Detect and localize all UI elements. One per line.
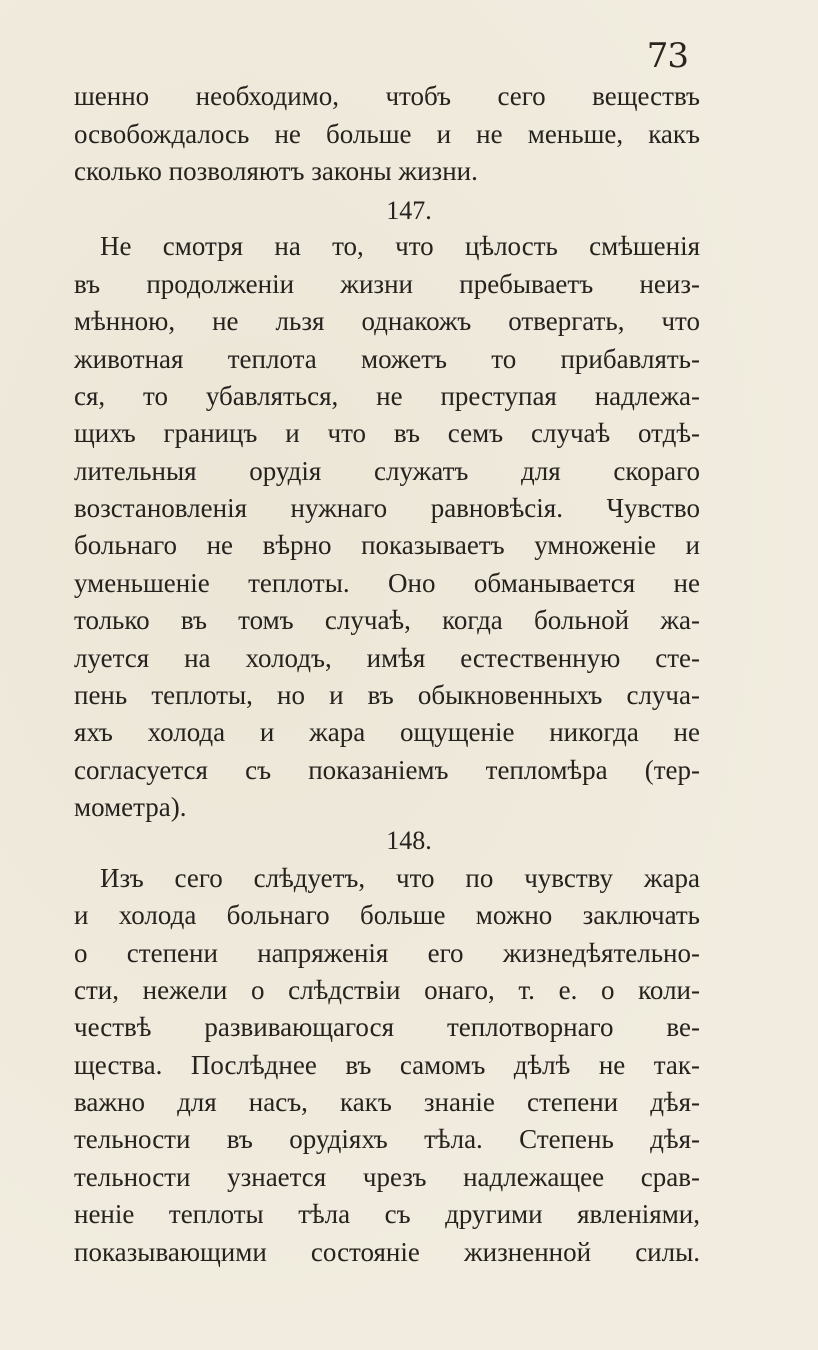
text-line: неніе теплоты тѣла съ другими явленіями, [74, 1199, 700, 1229]
text-line: показывающими состояніе жизненной силы. [74, 1237, 700, 1267]
text-line: уменьшеніе теплоты. Оно обманывается не [74, 568, 700, 598]
text-line: животная теплота можетъ то прибавлять- [74, 344, 700, 374]
text-line: пень теплоты, но и въ обыкновенныхъ случа- [74, 680, 700, 710]
text-line: щихъ границъ и что въ семъ случаѣ отдѣ- [74, 418, 700, 448]
text-line: Не смотря на то, что цѣлость смѣшенія [100, 231, 700, 261]
text-line: чествѣ развивающагося теплотворнаго ве- [74, 1012, 700, 1042]
text-line: тельности узнается чрезъ надлежащее срав- [74, 1162, 700, 1192]
text-line: возстановленія нужнаго равновѣсія. Чувство [74, 493, 700, 523]
text-line: мѣнною, не льзя однакожъ отвергать, что [74, 306, 700, 336]
text-line: шенно необходимо, чтобъ сего веществъ [74, 81, 700, 111]
text-line: яхъ холода и жара ощущеніе никогда не [74, 717, 700, 747]
text-line: Изъ сего слѣдуетъ, что по чувству жара [100, 863, 700, 893]
text-line: важно для насъ, какъ знаніе степени дѣя- [74, 1087, 700, 1117]
text-line: сти, нежели о слѣдствіи онаго, т. е. о коли- [74, 975, 700, 1005]
text-line: ся, то убавляться, не преступая надлежа- [74, 381, 700, 411]
text-line: сколько позволяютъ законы жизни. [74, 156, 478, 186]
text-line: освобождалось не больше и не меньше, какъ [74, 119, 700, 149]
text-line: только въ томъ случаѣ, когда больной жа- [74, 605, 700, 635]
text-line: тельности въ орудіяхъ тѣла. Степень дѣя- [74, 1124, 700, 1154]
text-line: щества. Послѣднее въ самомъ дѣлѣ не так- [74, 1050, 700, 1080]
page-number: 73 [646, 36, 688, 76]
section-number: 148. [386, 826, 432, 855]
section-number: 147. [386, 196, 432, 225]
text-line: лительныя орудія служатъ для скораго [74, 456, 700, 486]
text-line: мометра). [74, 792, 187, 822]
text-line: и холода больнаго больше можно заключать [74, 900, 700, 930]
text-line: согласуется съ показаніемъ тепломѣра (тер- [74, 755, 700, 785]
text-line: больнаго не вѣрно показываетъ умноженіе и [74, 530, 700, 560]
text-line: о степени напряженія его жизнедѣятельно- [74, 938, 700, 968]
text-line: луется на холодъ, имѣя естественную сте- [74, 643, 700, 673]
text-line: въ продолженіи жизни пребываетъ неиз- [74, 269, 700, 299]
